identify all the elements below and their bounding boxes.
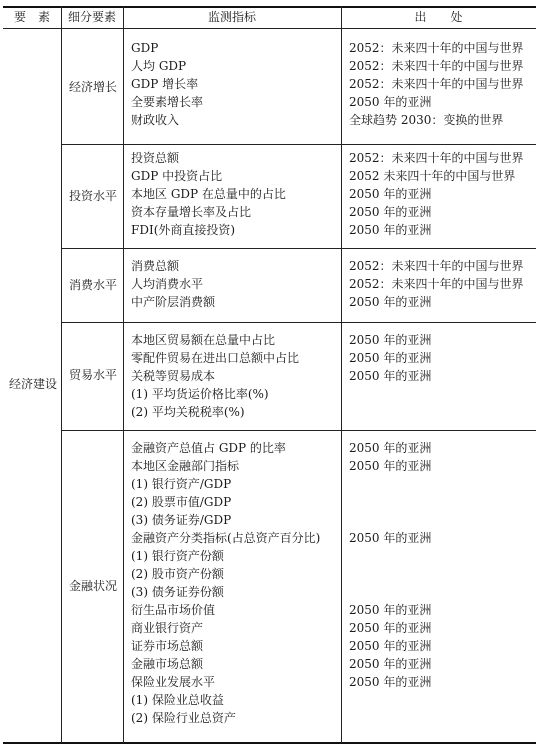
source: 2050 年的亚洲 bbox=[349, 369, 432, 383]
indicator: (2) 股市资产份额 bbox=[131, 567, 224, 581]
indicator: FDI(外商直接投资) bbox=[131, 223, 236, 237]
source: 2050 年的亚洲 bbox=[349, 675, 432, 689]
source: 2050 年的亚洲 bbox=[349, 205, 432, 219]
indicator: (1) 银行资产/GDP bbox=[131, 477, 232, 491]
source bbox=[349, 691, 431, 709]
header-sub-element: 细分要素 bbox=[67, 10, 116, 24]
indicator: 中产阶层消费额 bbox=[131, 295, 216, 309]
indicator: 金融市场总额 bbox=[131, 657, 204, 671]
source: 2052：未来四十年的中国与世界 bbox=[349, 77, 524, 91]
source bbox=[349, 547, 431, 565]
indicator: 金融资产分类指标(占总资产百分比) bbox=[131, 531, 321, 545]
source-list bbox=[349, 439, 431, 727]
source: 2050 年的亚洲 bbox=[349, 459, 432, 473]
source: 2052：未来四十年的中国与世界 bbox=[349, 41, 524, 55]
indicator: (2) 平均关税税率(%) bbox=[131, 405, 245, 419]
source: 2050 年的亚洲 bbox=[349, 95, 432, 109]
section-name: 消费水平 bbox=[69, 278, 118, 292]
indicator: 本地区贸易额在总量中占比 bbox=[131, 333, 276, 347]
indicator: 关税等贸易成本 bbox=[131, 369, 216, 383]
source: 2050 年的亚洲 bbox=[349, 531, 432, 545]
indicator: (1) 保险业总收益 bbox=[131, 693, 224, 707]
section-name: 金融状况 bbox=[69, 579, 118, 593]
indicator-list bbox=[131, 439, 320, 727]
source bbox=[349, 493, 431, 511]
indicator-table bbox=[3, 6, 536, 743]
indicator-list bbox=[131, 257, 215, 311]
indicator-list bbox=[131, 331, 299, 421]
source bbox=[349, 583, 431, 601]
source: 2052：未来四十年的中国与世界 bbox=[349, 259, 524, 273]
source: 2052：未来四十年的中国与世界 bbox=[349, 59, 524, 73]
source-list bbox=[349, 39, 524, 129]
source: 2050 年的亚洲 bbox=[349, 657, 432, 671]
source-list bbox=[349, 149, 524, 239]
source-list bbox=[349, 257, 524, 311]
source: 全球趋势 2030：变换的世界 bbox=[349, 113, 504, 127]
section-name: 投资水平 bbox=[69, 189, 118, 203]
source-list bbox=[349, 331, 431, 385]
source: 2050 年的亚洲 bbox=[349, 639, 432, 653]
source: 2050 年的亚洲 bbox=[349, 603, 432, 617]
source: 2050 年的亚洲 bbox=[349, 621, 432, 635]
source: 2050 年的亚洲 bbox=[349, 351, 432, 365]
indicator: 财政收入 bbox=[131, 113, 180, 127]
section-divider bbox=[61, 322, 536, 323]
source: 2050 年的亚洲 bbox=[349, 441, 432, 455]
column-rule bbox=[123, 6, 124, 743]
indicator: 金融资产总值占 GDP 的比率 bbox=[131, 441, 286, 455]
indicator: 商业银行资产 bbox=[131, 621, 204, 635]
header-indicator: 监测指标 bbox=[207, 10, 256, 24]
indicator: (3) 债务证券/GDP bbox=[131, 513, 232, 527]
section-divider bbox=[61, 144, 536, 145]
indicator: 证券市场总额 bbox=[131, 639, 204, 653]
section-name: 贸易水平 bbox=[69, 368, 118, 382]
indicator: 衍生品市场价值 bbox=[131, 603, 216, 617]
source: 2050 年的亚洲 bbox=[349, 333, 432, 347]
indicator: 资本存量增长率及占比 bbox=[131, 205, 252, 219]
section-divider bbox=[61, 430, 536, 431]
indicator: (1) 平均货运价格比率(%) bbox=[131, 387, 269, 401]
indicator: 投资总额 bbox=[131, 151, 180, 165]
indicator: GDP 增长率 bbox=[131, 77, 199, 91]
column-rule bbox=[341, 6, 342, 743]
source bbox=[349, 565, 431, 583]
source: 2052：未来四十年的中国与世界 bbox=[349, 277, 524, 291]
header-rule bbox=[3, 28, 536, 29]
indicator: (2) 股票市值/GDP bbox=[131, 495, 232, 509]
source: 2050 年的亚洲 bbox=[349, 187, 432, 201]
indicator: 零配件贸易在进出口总额中占比 bbox=[131, 351, 300, 365]
source: 2052：未来四十年的中国与世界 bbox=[349, 151, 524, 165]
source: 2050 年的亚洲 bbox=[349, 223, 432, 237]
source bbox=[349, 709, 431, 727]
indicator: 本地区金融部门指标 bbox=[131, 459, 240, 473]
indicator: GDP bbox=[131, 41, 159, 55]
indicator: 消费总额 bbox=[131, 259, 180, 273]
element-label: 经济建设 bbox=[9, 377, 58, 391]
section-divider bbox=[61, 248, 536, 249]
indicator: (2) 保险行业总资产 bbox=[131, 711, 236, 725]
indicator: (1) 银行资产份额 bbox=[131, 549, 224, 563]
indicator: 全要素增长率 bbox=[131, 95, 204, 109]
header-element: 要 素 bbox=[13, 10, 50, 24]
indicator-list bbox=[131, 149, 286, 239]
source bbox=[349, 475, 431, 493]
header-source: 出 处 bbox=[414, 10, 463, 24]
indicator: 保险业发展水平 bbox=[131, 675, 216, 689]
section-name: 经济增长 bbox=[69, 80, 118, 94]
indicator: (3) 债务证券份额 bbox=[131, 585, 224, 599]
table-bottom-rule bbox=[3, 742, 536, 744]
source: 2052 未来四十年的中国与世界 bbox=[349, 169, 516, 183]
source: 2050 年的亚洲 bbox=[349, 295, 432, 309]
source bbox=[349, 511, 431, 529]
indicator: 人均消费水平 bbox=[131, 277, 204, 291]
indicator-list bbox=[131, 39, 203, 129]
indicator: GDP 中投资占比 bbox=[131, 169, 223, 183]
indicator: 本地区 GDP 在总量中的占比 bbox=[131, 187, 286, 201]
column-rule bbox=[61, 6, 62, 743]
indicator: 人均 GDP bbox=[131, 59, 187, 73]
